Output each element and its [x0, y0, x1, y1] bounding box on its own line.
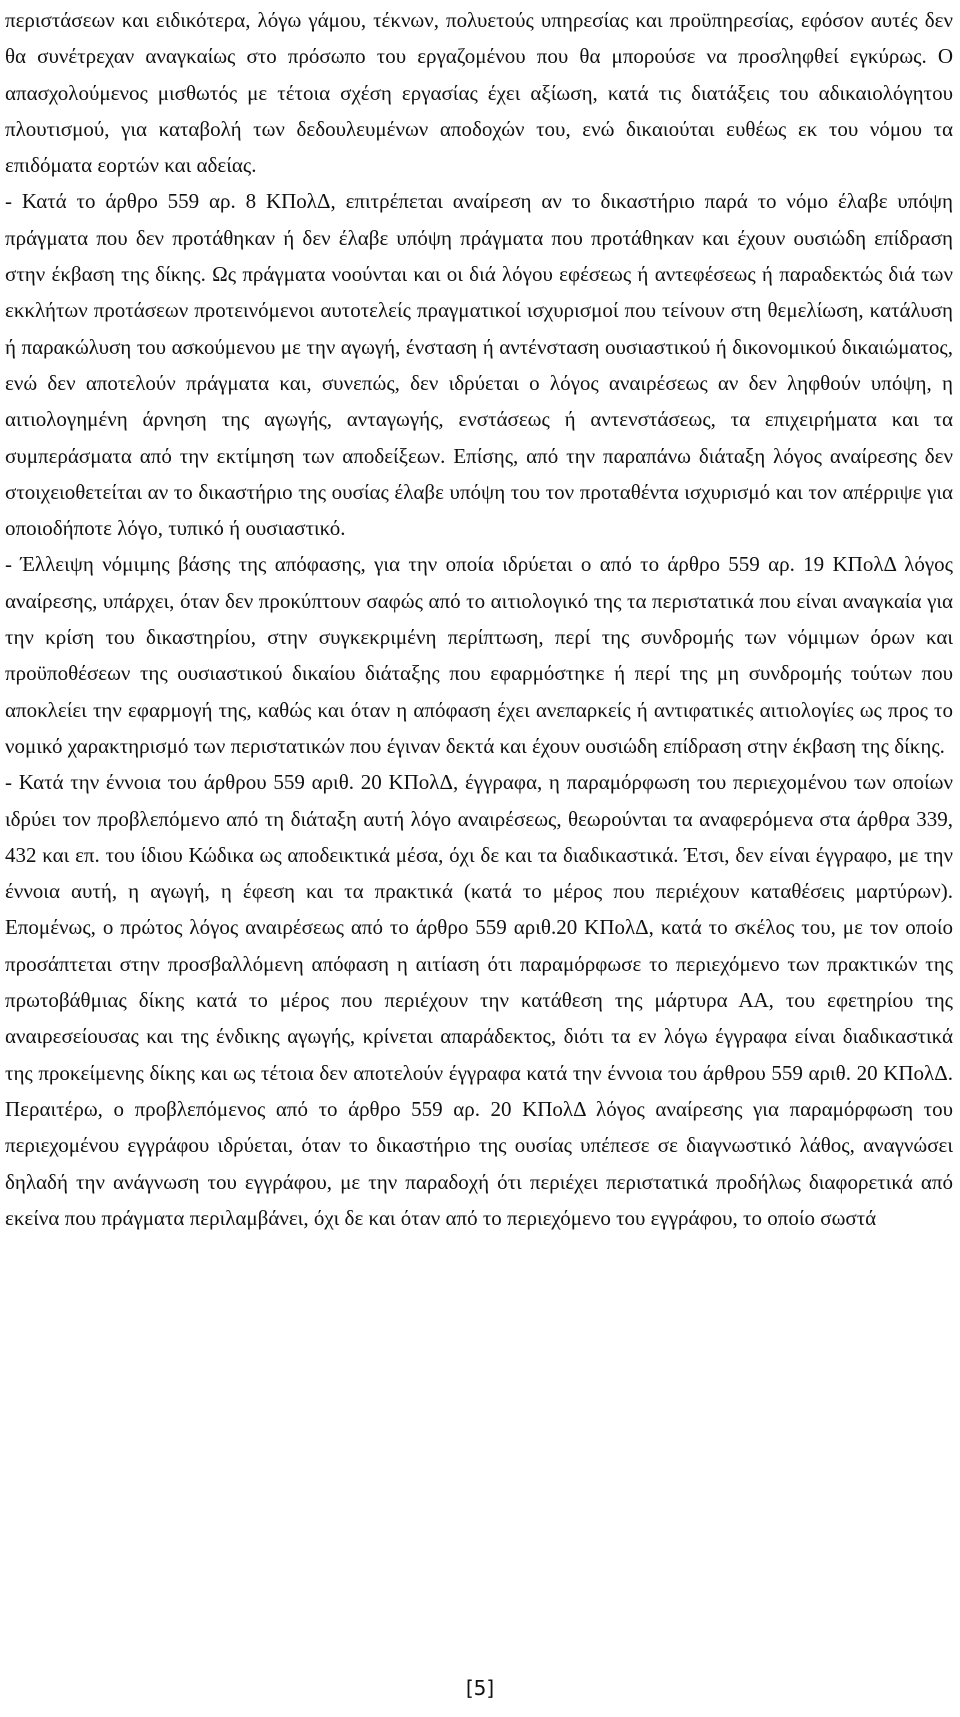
paragraph-1: περιστάσεων και ειδικότερα, λόγω γάμου, τέκνων, πολυετούς υπηρεσίας και προϋπηρεσίας, εφόσον αυτές δεν θα συνέτρεχαν αναγκαίως στο πρόσωπο του εργαζομένου που θα μπορούσε να προσληφθεί εγκύρως. Ο απασχολούμενος μισθωτός με τέτοια σχέση εργασίας έχει αξίωση, κατά τις διατάξεις του αδικαιολόγητου πλουτισμού, για καταβολή των δεδουλευμένων αποδοχών του, ενώ δικαιούται ευθέως εκ του νόμου τα επιδόματα εορτών και αδείας. [5, 8, 953, 178]
paragraph-4: - Κατά την έννοια του άρθρου 559 αριθ. 20 ΚΠολΔ, έγγραφα, η παραμόρφωση του περιεχομένου των οποίων ιδρύει τον προβλεπόμενο από τη διάταξη αυτή λόγο αναιρέσεως, θεωρούνται τα αναφερόμενα στα άρθρα 339, 432 και επ. του ίδιου Κώδικα ως αποδεικτικά μέσα, όχι δε και τα διαδικαστικά. Έτσι, δεν είναι έγγραφο, με την έννοια αυτή, η αγωγή, η έφεση και τα πρακτικά (κατά το μέρος που περιέχουν καταθέσεις μαρτύρων). Επομένως, ο πρώτος λόγος αναιρέσεως από το άρθρο 559 αριθ.20 ΚΠολΔ, κατά το σκέλος του, με τον οποίο προσάπτεται στην προσβαλλόμενη απόφαση η αιτίαση ότι παραμόρφωσε το περιεχόμενο των πρακτικών της πρωτοβάθμιας δίκης κατά το μέρος που περιέχουν την κατάθεση της μάρτυρα ΑΑ, του εφετηρίου της αναιρεσείουσας και της ένδικης αγωγής, κρίνεται απαράδεκτος, διότι τα εν λόγω έγγραφα είναι διαδικαστικά της προκείμενης δίκης και ως τέτοια δεν αποτελούν έγγραφα κατά την έννοια του άρθρου 559 αριθ. 20 ΚΠολΔ. Περαιτέρω, ο προβλεπόμενος από το άρθρο 559 αρ. 20 ΚΠολΔ λόγος αναίρεσης για παραμόρφωση του περιεχομένου εγγράφου ιδρύεται, όταν το δικαστήριο της ουσίας υπέπεσε σε διαγνωστικό λάθος, αναγνώσει δηλαδή την ανάγνωση του εγγράφου, με την παραδοχή ότι περιέχει περιστατικά προδήλως διαφορετικά από εκείνα που πράγματα περιλαμβάνει, όχι δε και όταν από το περιεχόμενο του εγγράφου, το οποίο σωστά [5, 770, 953, 1230]
page-number: [5] [465, 1676, 495, 1700]
paragraph-3: - Έλλειψη νόμιμης βάσης της απόφασης, για την οποία ιδρύεται ο από το άρθρο 559 αρ. 19 ΚΠολΔ λόγος αναίρεσης, υπάρχει, όταν δεν προκύπτουν σαφώς από το αιτιολογικό της τα περιστατικά που είναι αναγκαία για την κρίση του δικαστηρίου, στην συγκεκριμένη περίπτωση, περί της συνδρομής των νόμιμων όρων και προϋποθέσεων της ουσιαστικού δικαίου διάταξης που εφαρμόστηκε ή περί της μη συνδρομής τούτων που αποκλείει την εφαρμογή της, καθώς και όταν η απόφαση έχει ανεπαρκείς ή αντιφατικές αιτιολογίες ως προς το νομικό χαρακτηρισμό των περιστατικών που έγιναν δεκτά και έχουν ουσιώδη επίδραση στην έκβαση της δίκης. [5, 552, 953, 758]
paragraph-2: - Κατά το άρθρο 559 αρ. 8 ΚΠολΔ, επιτρέπεται αναίρεση αν το δικαστήριο παρά το νόμο έλαβε υπόψη πράγματα που δεν προτάθηκαν ή δεν έλαβε υπόψη πράγματα που προτάθηκαν και έχουν ουσιώδη επίδραση στην έκβαση της δίκης. Ως πράγματα νοούνται και οι διά λόγου εφέσεως ή αντεφέσεως ή παραδεκτώς διά των εκκλήτων προτάσεων προτεινόμενοι αυτοτελείς πραγματικοί ισχυρισμοί που τείνουν στη θεμελίωση, κατάλυση ή παρακώλυση του ασκούμενου με την αγωγή, ένσταση ή αντένσταση ουσιαστικού ή δικονομικού δικαιώματος, ενώ δεν αποτελούν πράγματα και, συνεπώς, δεν ιδρύεται ο λόγος αναιρέσεως αν δεν ληφθούν υπόψη, η αιτιολογημένη άρνηση της αγωγής, ανταγωγής, ενστάσεως ή αντενστάσεως, τα επιχειρήματα και τα συμπεράσματα από την εκτίμηση των αποδείξεων. Επίσης, από την παραπάνω διάταξη λόγος αναίρεσης δεν στοιχειοθετείται αν το δικαστήριο της ουσίας έλαβε υπόψη του τον προταθέντα ισχυρισμό και τον απέρριψε για οποιοδήποτε λόγο, τυπικό ή ουσιαστικό. [5, 189, 953, 541]
document-body [5, 2, 953, 1236]
